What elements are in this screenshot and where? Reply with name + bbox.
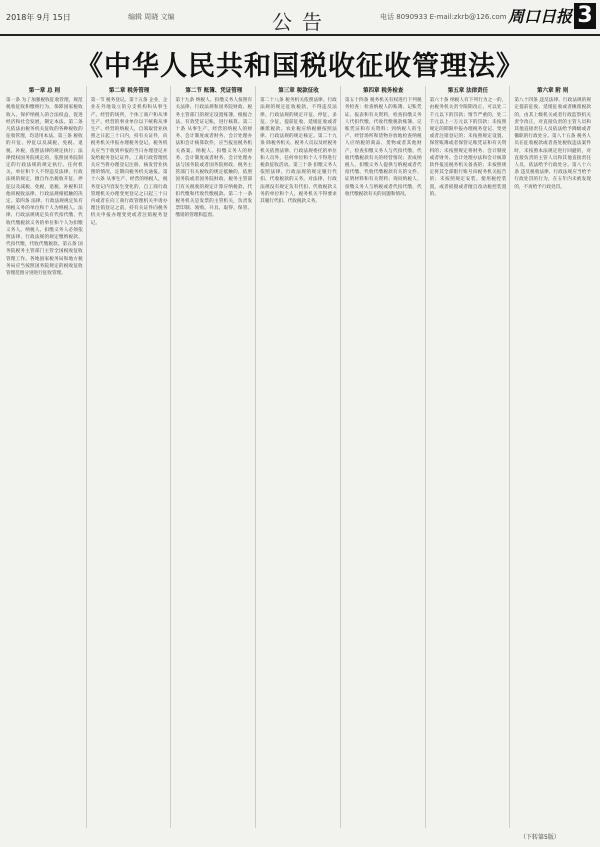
section-title: 公告	[272, 10, 332, 34]
column-body: 第八十四条 违反法律、行政法规的规定提前征收、延缓征收或者摊派税款的，由其上级机关或者行政监察机关责令改正，对直接负责的主管人员和其他直接责任人员依法给予降级或者撤职的行政处分。第八十五条 税务人员在征收税款或者查处税收违法案件时，未按照本法规定进行回避的，对直接负责的主管人员和其他直接责任人员，依法给予行政处分。第八十六条 违反税收法律、行政法规应当给予行政处罚的行为，在五年内未被发现的，不再给予行政处罚。	[514, 98, 592, 190]
text-column-2	[91, 86, 172, 828]
column-body: 第一节 税务登记。第十五条 企业，企业在外地设立的分支机构和从事生产、经营的场所，个体工商户和从事生产、经营的事业单位以下统称从事生产、经营的纳税人，自领取营业执照之日起三十日内，持有关证件，向税务机关申报办理税务登记。税务机关应当于收到申报的当日办理登记并发给税务登记证件。工商行政管理机关应当将办理登记注册、核发营业执照的情况，定期向税务机关通报。第十六条 从事生产、经营的纳税人，税务登记内容发生变化的，自工商行政管理机关办理变更登记之日起三十日内或者在向工商行政管理机关申请办理注销登记之前，持有关证件向税务机关申报办理变更或者注销税务登记。	[90, 98, 168, 226]
text-column-1	[6, 86, 87, 828]
column-body: 第一条 为了加强税收征收管理，规范税收征收和缴纳行为，保障国家税收收入，保护纳税人的合法权益，促进经济和社会发展，制定本法。第二条 凡依法由税务机关征收的各种税收的征收管理，均适用本法。第三条 税收的开征、停征以及减税、免税、退税、补税，依照法律的规定执行；法律授权国务院规定的，依照国务院制定的行政法规的规定执行。任何机关、单位和个人不得违反法律、行政法规的规定，擅自作出税收开征、停征以及减税、免税、退税、补税和其他同税收法律、行政法规相抵触的决定。第四条 法律、行政法规规定负有纳税义务的单位和个人为纳税人。法律、行政法规规定负有代扣代缴、代收代缴税款义务的单位和个人为扣缴义务人。纳税人、扣缴义务人必须依照法律、行政法规的规定缴纳税款、代扣代缴、代收代缴税款。第五条 国务院税务主管部门主管全国税收征收管理工作。各地国家税务局和地方税务局应当按照国务院规定的税收征收管理范围分别进行征收管理。	[6, 98, 83, 277]
text-column-5	[345, 86, 426, 828]
issue-date: 2018年 9月 15日	[6, 13, 71, 22]
chapter-heading: 第二节 账簿、凭证管理	[185, 88, 243, 94]
column-body: 第十九条 纳税人、扣缴义务人按照有关法律、行政法规和国务院财政、税务主管部门的规定设置账簿，根据合法、有效凭证记账，进行核算。第二十条 从事生产、经营的纳税人的财务、会计制度或者财务、会计处理办法和会计核算软件，应当报送税务机关备案。纳税人、扣缴义务人的财务、会计制度或者财务、会计处理办法与国务院或者国务院财政、税务主管部门有关税收的规定抵触的，依照国务院或者国务院财政、税务主管部门有关税收的规定计算应纳税款、代扣代缴和代收代缴税款。第二十一条 税务机关是发票的主管机关，负责发票印制、领购、开具、取得、保管、缴销的管理和监督。	[175, 98, 253, 219]
chapter-heading: 第二章 税务管理	[108, 88, 150, 94]
article-columns	[6, 86, 594, 828]
column-body: 第二十八条 税务机关依照法律、行政法规的规定征收税款，不得违反法律、行政法规的规定开征、停征、多征、少征、提前征收、延缓征收或者摊派税款。农业税应纳税额按照法律、行政法规的规定核定。第二十九条 除税务机关、税务人员以及经税务机关依照法律、行政法规委托的单位和人员外，任何单位和个人不得进行税款征收活动。第三十条 扣缴义务人依照法律、行政法规的规定履行代扣、代收税款的义务。对法律、行政法规没有规定负有代扣、代收税款义务的单位和个人，税务机关不得要求其履行代扣、代收税款义务。	[260, 98, 337, 205]
chapter-heading: 第五章 法律责任	[447, 88, 489, 94]
page-number-badge: 3	[574, 3, 596, 29]
text-column-4	[260, 86, 341, 828]
text-column-3	[175, 86, 256, 828]
editor-credit: 编辑 周晓 文编	[128, 13, 175, 21]
newspaper-masthead: 周口日报	[508, 7, 573, 26]
continued-note: （下转第5版）	[520, 834, 560, 841]
page-header	[0, 0, 600, 36]
contact-info: 电话 8090933 E-mail:zkrb@126.com	[380, 13, 507, 21]
article-headline: 《中华人民共和国税收征收管理法》	[76, 51, 524, 82]
text-column-7	[514, 86, 594, 828]
column-body: 第五十四条 税务机关有权进行下列税务检查：检查纳税人的账簿、记账凭证、报表和有关资料，检查扣缴义务人代扣代缴、代收代缴税款账簿、记账凭证和有关资料；到纳税人的生产、经营场所和货物存放地检查纳税人应纳税的商品、货物或者其他财产，检查扣缴义务人与代扣代缴、代收代缴税款有关的经营情况；责成纳税人、扣缴义务人提供与纳税或者代扣代缴、代收代缴税款有关的文件、证明材料和有关资料；询问纳税人、扣缴义务人与纳税或者代扣代缴、代收代缴税款有关的问题和情况。	[344, 98, 422, 197]
chapter-heading: 第一章 总 则	[28, 88, 61, 94]
chapter-heading: 第六章 附 则	[537, 88, 569, 94]
chapter-heading: 第三章 税款征收	[278, 88, 319, 94]
column-body: 第六十条 纳税人有下列行为之一的，由税务机关责令限期改正，可以处二千元以下的罚款；情节严重的，处二千元以上一万元以下的罚款：未按照规定的期限申报办理税务登记、变更或者注销登记的；未按照规定设置、保管账簿或者保管记账凭证和有关资料的；未按照规定将财务、会计制度或者财务、会计处理办法和会计核算软件报送税务机关备查的；未按照规定将其全部银行账号向税务机关报告的；未按照规定安装、使用税控装置，或者损毁或者擅自改动税控装置的。	[429, 98, 507, 197]
chapter-heading: 第四章 税务检查	[363, 88, 404, 94]
text-column-6	[430, 86, 511, 828]
